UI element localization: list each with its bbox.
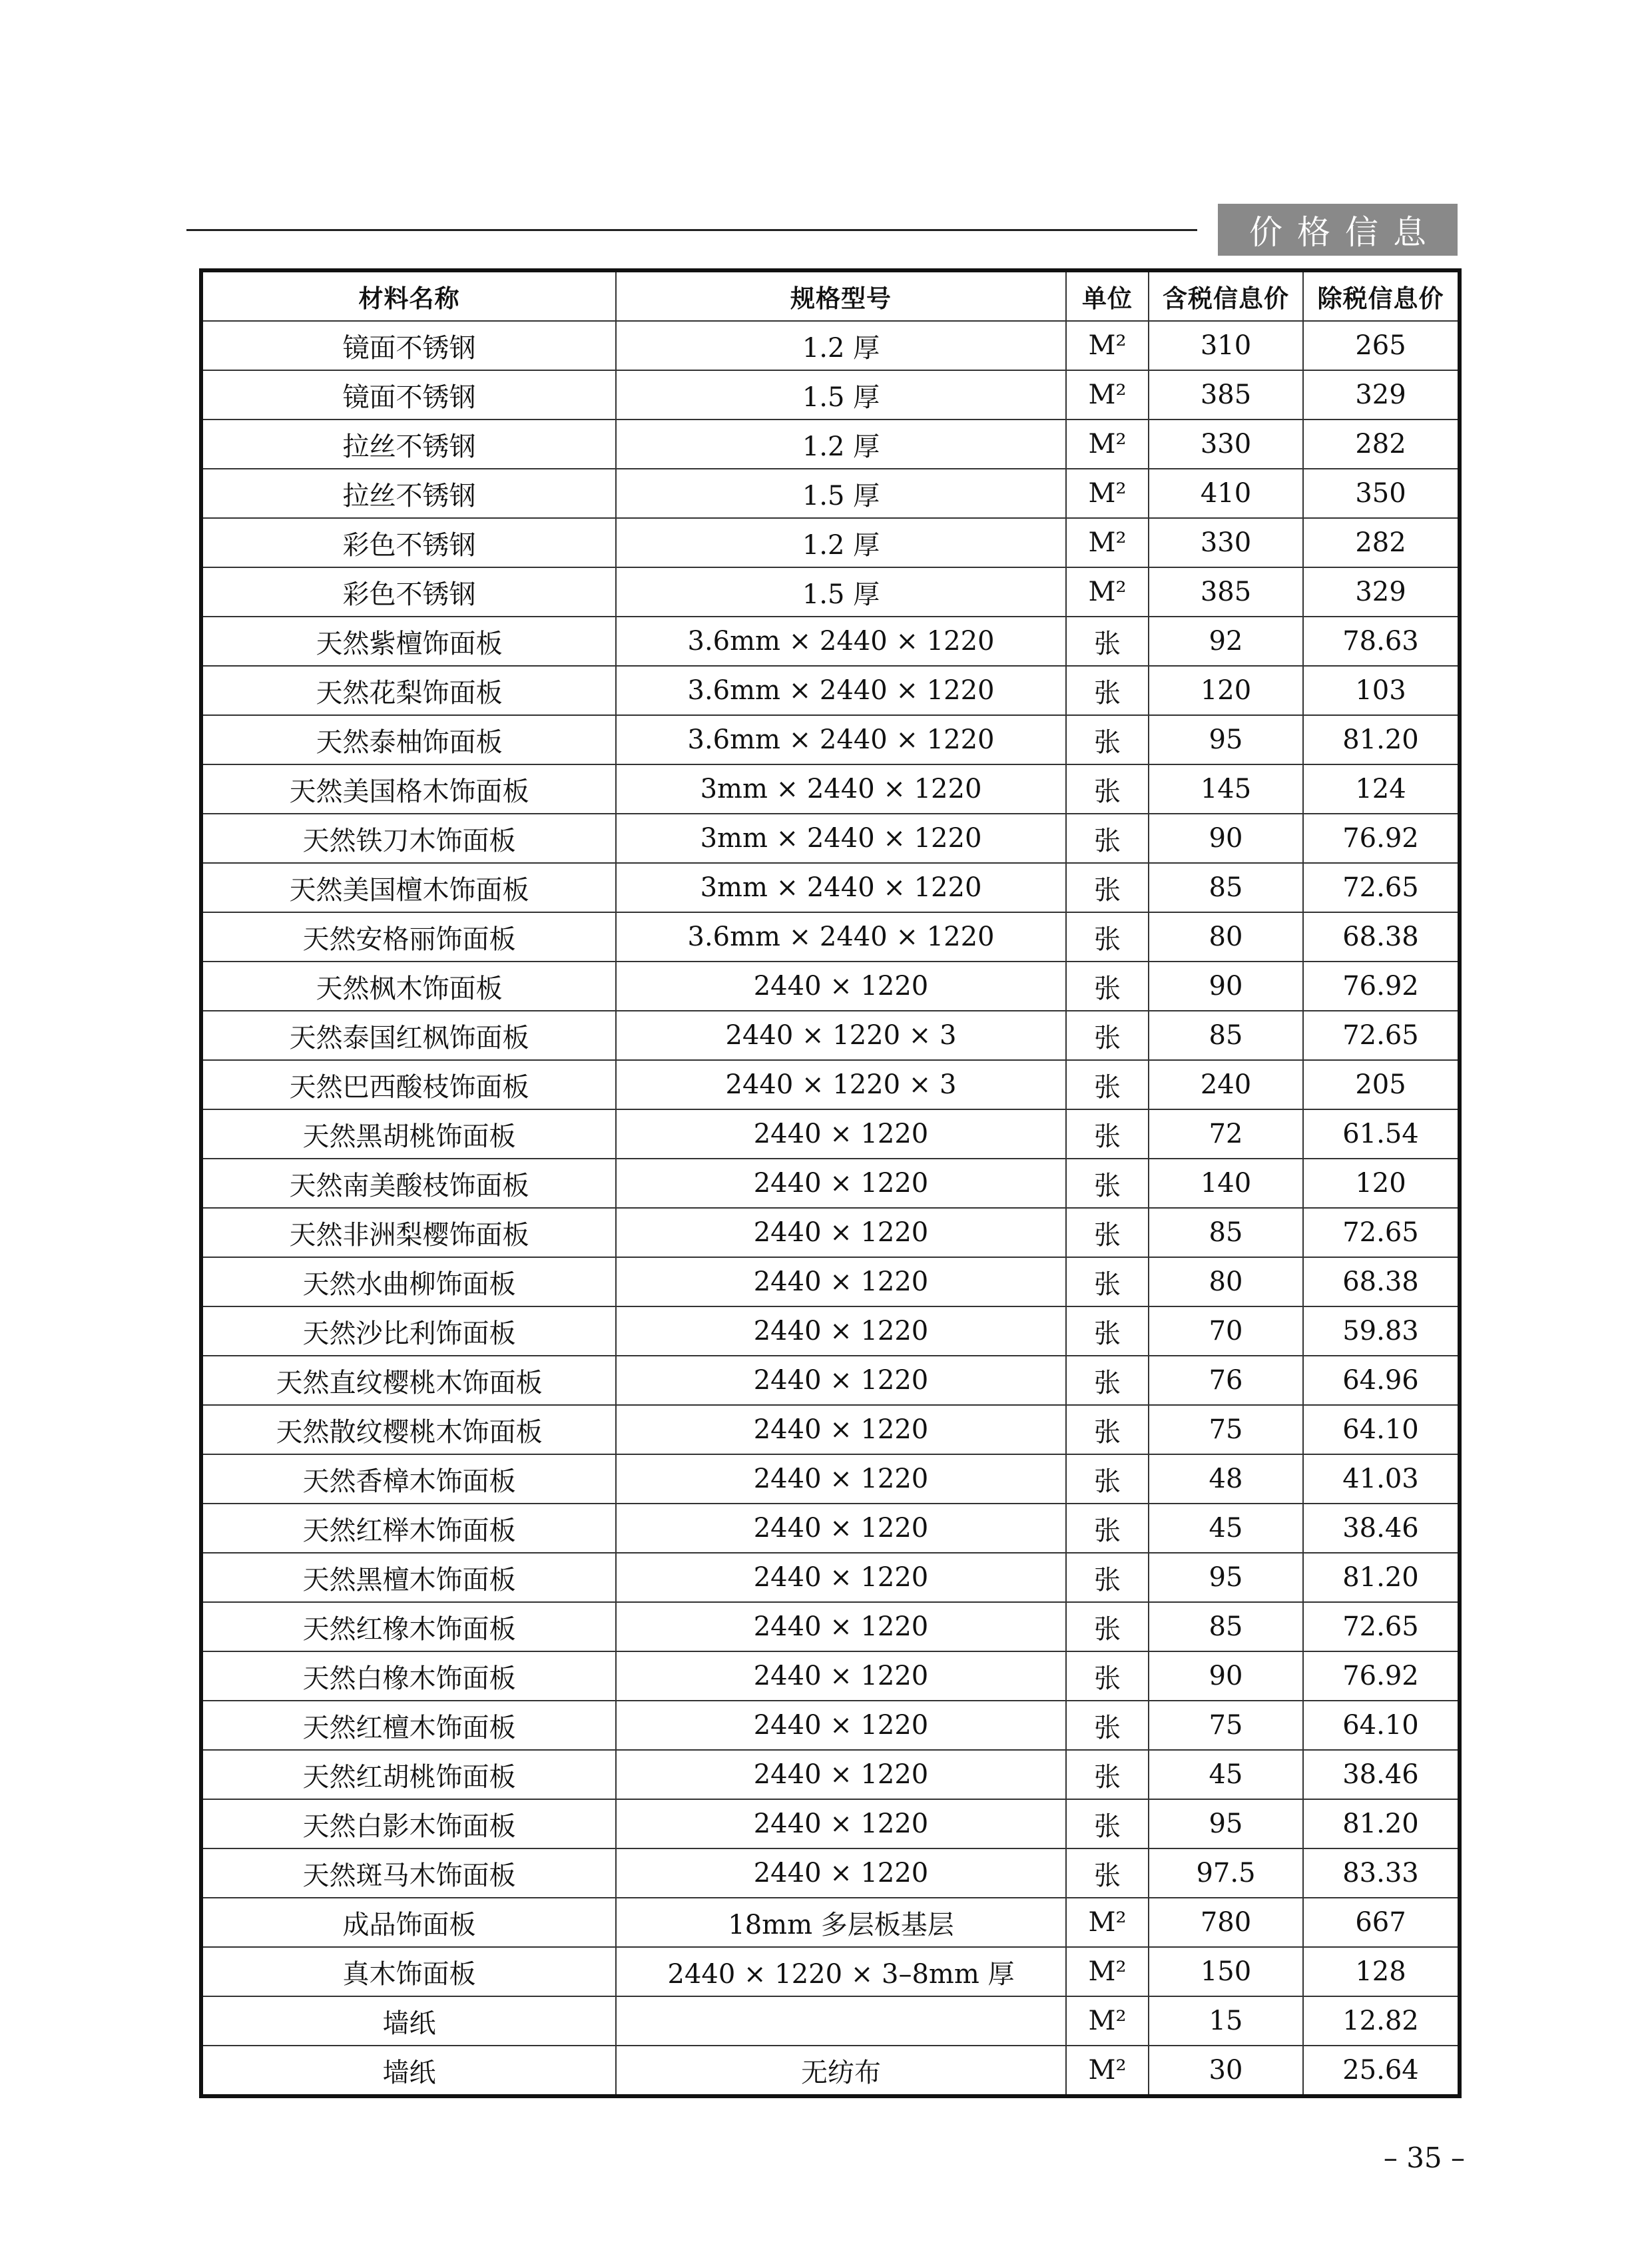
cell-price-tax-excl: 350 <box>1303 469 1460 518</box>
cell-price-tax-excl: 282 <box>1303 420 1460 469</box>
cell-spec: 2440 × 1220 <box>616 1602 1066 1651</box>
table-row <box>201 814 1460 863</box>
table-row <box>201 1553 1460 1602</box>
cell-spec: 2440 × 1220 <box>616 1454 1066 1504</box>
table-row <box>201 370 1460 420</box>
table-row <box>201 863 1460 912</box>
table-row <box>201 764 1460 814</box>
cell-spec: 2440 × 1220 <box>616 1651 1066 1701</box>
cell-price-tax-excl: 81.20 <box>1303 1799 1460 1848</box>
cell-material: 天然枫木饰面板 <box>201 962 616 1011</box>
cell-unit: 张 <box>1066 1750 1149 1799</box>
cell-material: 天然花梨饰面板 <box>201 666 616 715</box>
price-table <box>199 268 1462 2098</box>
column-header-price-tax-excl: 除税信息价 <box>1303 270 1460 321</box>
cell-price-tax-incl: 75 <box>1149 1701 1303 1750</box>
cell-material: 天然黑檀木饰面板 <box>201 1553 616 1602</box>
cell-price-tax-excl: 68.38 <box>1303 912 1460 962</box>
table-row <box>201 1257 1460 1306</box>
cell-material: 天然直纹樱桃木饰面板 <box>201 1356 616 1405</box>
cell-price-tax-incl: 85 <box>1149 1011 1303 1060</box>
cell-unit: 张 <box>1066 1257 1149 1306</box>
cell-price-tax-incl: 80 <box>1149 912 1303 962</box>
cell-material: 天然香樟木饰面板 <box>201 1454 616 1504</box>
cell-material: 墙纸 <box>201 1996 616 2046</box>
cell-price-tax-incl: 97.5 <box>1149 1848 1303 1898</box>
cell-price-tax-incl: 95 <box>1149 1553 1303 1602</box>
cell-spec: 1.5 厚 <box>616 370 1066 420</box>
cell-spec: 2440 × 1220 <box>616 1208 1066 1257</box>
table-row <box>201 1799 1460 1848</box>
cell-price-tax-incl: 48 <box>1149 1454 1303 1504</box>
cell-price-tax-incl: 90 <box>1149 814 1303 863</box>
cell-spec: 无纺布 <box>616 2046 1066 2096</box>
cell-spec: 2440 × 1220 × 3–8mm 厚 <box>616 1947 1066 1996</box>
cell-price-tax-excl: 76.92 <box>1303 962 1460 1011</box>
cell-price-tax-incl: 150 <box>1149 1947 1303 1996</box>
cell-unit: M² <box>1066 469 1149 518</box>
cell-spec: 2440 × 1220 <box>616 1750 1066 1799</box>
cell-spec: 3mm × 2440 × 1220 <box>616 814 1066 863</box>
cell-material: 真木饰面板 <box>201 1947 616 1996</box>
cell-price-tax-excl: 205 <box>1303 1060 1460 1109</box>
cell-spec: 1.5 厚 <box>616 469 1066 518</box>
cell-price-tax-excl: 61.54 <box>1303 1109 1460 1159</box>
cell-unit: 张 <box>1066 1109 1149 1159</box>
cell-price-tax-incl: 90 <box>1149 1651 1303 1701</box>
cell-material: 彩色不锈钢 <box>201 567 616 617</box>
cell-price-tax-incl: 45 <box>1149 1504 1303 1553</box>
table-row <box>201 1454 1460 1504</box>
table-row <box>201 1701 1460 1750</box>
cell-unit: M² <box>1066 518 1149 567</box>
cell-spec: 1.5 厚 <box>616 567 1066 617</box>
cell-unit: 张 <box>1066 912 1149 962</box>
cell-unit: 张 <box>1066 1356 1149 1405</box>
table-row <box>201 1208 1460 1257</box>
cell-price-tax-excl: 81.20 <box>1303 715 1460 764</box>
column-header-material: 材料名称 <box>201 270 616 321</box>
cell-material: 天然沙比利饰面板 <box>201 1306 616 1356</box>
cell-spec: 2440 × 1220 × 3 <box>616 1060 1066 1109</box>
cell-price-tax-incl: 140 <box>1149 1159 1303 1208</box>
cell-unit: 张 <box>1066 666 1149 715</box>
cell-spec: 2440 × 1220 <box>616 1159 1066 1208</box>
cell-price-tax-excl: 59.83 <box>1303 1306 1460 1356</box>
table-row <box>201 715 1460 764</box>
column-header-price-tax-incl: 含税信息价 <box>1149 270 1303 321</box>
cell-price-tax-excl: 64.10 <box>1303 1701 1460 1750</box>
cell-spec <box>616 1996 1066 2046</box>
cell-material: 墙纸 <box>201 2046 616 2096</box>
table-row <box>201 1750 1460 1799</box>
cell-price-tax-incl: 75 <box>1149 1405 1303 1454</box>
cell-material: 天然非洲梨樱饰面板 <box>201 1208 616 1257</box>
cell-spec: 2440 × 1220 <box>616 1848 1066 1898</box>
table-row <box>201 1405 1460 1454</box>
table-row <box>201 321 1460 370</box>
cell-price-tax-incl: 76 <box>1149 1356 1303 1405</box>
cell-price-tax-incl: 310 <box>1149 321 1303 370</box>
cell-spec: 3mm × 2440 × 1220 <box>616 863 1066 912</box>
cell-price-tax-excl: 124 <box>1303 764 1460 814</box>
cell-price-tax-incl: 410 <box>1149 469 1303 518</box>
cell-material: 拉丝不锈钢 <box>201 420 616 469</box>
cell-spec: 18mm 多层板基层 <box>616 1898 1066 1947</box>
cell-price-tax-excl: 64.10 <box>1303 1405 1460 1454</box>
cell-material: 成品饰面板 <box>201 1898 616 1947</box>
table-row <box>201 1996 1460 2046</box>
table-row <box>201 1651 1460 1701</box>
cell-price-tax-excl: 120 <box>1303 1159 1460 1208</box>
column-header-unit: 单位 <box>1066 270 1149 321</box>
cell-unit: 张 <box>1066 1306 1149 1356</box>
table-row <box>201 1602 1460 1651</box>
cell-spec: 3mm × 2440 × 1220 <box>616 764 1066 814</box>
cell-unit: 张 <box>1066 1701 1149 1750</box>
cell-price-tax-excl: 12.82 <box>1303 1996 1460 2046</box>
cell-price-tax-incl: 85 <box>1149 1208 1303 1257</box>
table-row <box>201 2046 1460 2096</box>
cell-price-tax-excl: 329 <box>1303 370 1460 420</box>
table-row <box>201 1947 1460 1996</box>
cell-price-tax-excl: 103 <box>1303 666 1460 715</box>
cell-price-tax-incl: 72 <box>1149 1109 1303 1159</box>
cell-unit: M² <box>1066 370 1149 420</box>
table-row <box>201 1159 1460 1208</box>
table-row <box>201 567 1460 617</box>
cell-unit: 张 <box>1066 814 1149 863</box>
cell-unit: 张 <box>1066 617 1149 666</box>
cell-price-tax-excl: 265 <box>1303 321 1460 370</box>
cell-price-tax-incl: 120 <box>1149 666 1303 715</box>
page-number: – 35 – <box>1383 2141 1465 2174</box>
cell-price-tax-excl: 76.92 <box>1303 1651 1460 1701</box>
cell-price-tax-incl: 85 <box>1149 1602 1303 1651</box>
cell-price-tax-incl: 330 <box>1149 420 1303 469</box>
cell-unit: 张 <box>1066 1848 1149 1898</box>
cell-material: 天然红榉木饰面板 <box>201 1504 616 1553</box>
table-header-row <box>201 270 1460 321</box>
cell-unit: 张 <box>1066 1011 1149 1060</box>
cell-price-tax-incl: 92 <box>1149 617 1303 666</box>
table-row <box>201 1011 1460 1060</box>
table-row <box>201 617 1460 666</box>
cell-spec: 2440 × 1220 <box>616 1504 1066 1553</box>
cell-price-tax-excl: 76.92 <box>1303 814 1460 863</box>
cell-unit: 张 <box>1066 715 1149 764</box>
cell-price-tax-incl: 15 <box>1149 1996 1303 2046</box>
table-row <box>201 962 1460 1011</box>
cell-material: 天然巴西酸枝饰面板 <box>201 1060 616 1109</box>
cell-spec: 2440 × 1220 <box>616 1306 1066 1356</box>
cell-price-tax-excl: 83.33 <box>1303 1848 1460 1898</box>
cell-unit: M² <box>1066 420 1149 469</box>
cell-unit: 张 <box>1066 1553 1149 1602</box>
cell-unit: 张 <box>1066 1454 1149 1504</box>
cell-price-tax-incl: 95 <box>1149 715 1303 764</box>
cell-spec: 2440 × 1220 <box>616 1799 1066 1848</box>
cell-spec: 3.6mm × 2440 × 1220 <box>616 666 1066 715</box>
cell-price-tax-incl: 30 <box>1149 2046 1303 2096</box>
cell-price-tax-incl: 240 <box>1149 1060 1303 1109</box>
cell-material: 天然美国檀木饰面板 <box>201 863 616 912</box>
table-row <box>201 1504 1460 1553</box>
cell-price-tax-excl: 41.03 <box>1303 1454 1460 1504</box>
cell-spec: 3.6mm × 2440 × 1220 <box>616 715 1066 764</box>
cell-material: 天然白影木饰面板 <box>201 1799 616 1848</box>
cell-spec: 2440 × 1220 <box>616 1257 1066 1306</box>
cell-spec: 2440 × 1220 <box>616 1405 1066 1454</box>
cell-spec: 2440 × 1220 <box>616 1553 1066 1602</box>
cell-unit: 张 <box>1066 1799 1149 1848</box>
cell-spec: 3.6mm × 2440 × 1220 <box>616 912 1066 962</box>
cell-price-tax-excl: 128 <box>1303 1947 1460 1996</box>
table-row <box>201 666 1460 715</box>
cell-unit: M² <box>1066 1947 1149 1996</box>
cell-price-tax-incl: 385 <box>1149 567 1303 617</box>
cell-material: 镜面不锈钢 <box>201 370 616 420</box>
cell-unit: 张 <box>1066 1504 1149 1553</box>
cell-unit: M² <box>1066 321 1149 370</box>
cell-price-tax-excl: 329 <box>1303 567 1460 617</box>
cell-price-tax-incl: 90 <box>1149 962 1303 1011</box>
cell-material: 天然红胡桃饰面板 <box>201 1750 616 1799</box>
cell-material: 天然泰柚饰面板 <box>201 715 616 764</box>
cell-material: 天然白橡木饰面板 <box>201 1651 616 1701</box>
table-row <box>201 1060 1460 1109</box>
cell-price-tax-incl: 330 <box>1149 518 1303 567</box>
cell-unit: 张 <box>1066 1602 1149 1651</box>
section-title: 价格信息 <box>1218 204 1458 256</box>
table-body <box>201 321 1460 2096</box>
cell-price-tax-incl: 80 <box>1149 1257 1303 1306</box>
cell-spec: 1.2 厚 <box>616 518 1066 567</box>
cell-unit: 张 <box>1066 962 1149 1011</box>
cell-unit: 张 <box>1066 1208 1149 1257</box>
cell-unit: M² <box>1066 567 1149 617</box>
table-row <box>201 1898 1460 1947</box>
cell-spec: 1.2 厚 <box>616 321 1066 370</box>
cell-price-tax-excl: 667 <box>1303 1898 1460 1947</box>
table-row <box>201 420 1460 469</box>
cell-price-tax-excl: 282 <box>1303 518 1460 567</box>
table-row <box>201 1848 1460 1898</box>
cell-spec: 3.6mm × 2440 × 1220 <box>616 617 1066 666</box>
cell-spec: 2440 × 1220 <box>616 1109 1066 1159</box>
cell-price-tax-incl: 780 <box>1149 1898 1303 1947</box>
cell-unit: 张 <box>1066 863 1149 912</box>
cell-price-tax-excl: 68.38 <box>1303 1257 1460 1306</box>
table-row <box>201 469 1460 518</box>
cell-price-tax-excl: 72.65 <box>1303 1602 1460 1651</box>
cell-price-tax-excl: 78.63 <box>1303 617 1460 666</box>
cell-material: 天然散纹樱桃木饰面板 <box>201 1405 616 1454</box>
cell-material: 天然泰国红枫饰面板 <box>201 1011 616 1060</box>
cell-material: 天然南美酸枝饰面板 <box>201 1159 616 1208</box>
cell-unit: 张 <box>1066 1159 1149 1208</box>
cell-price-tax-excl: 72.65 <box>1303 863 1460 912</box>
cell-material: 天然安格丽饰面板 <box>201 912 616 962</box>
cell-material: 拉丝不锈钢 <box>201 469 616 518</box>
cell-price-tax-excl: 72.65 <box>1303 1208 1460 1257</box>
cell-material: 天然水曲柳饰面板 <box>201 1257 616 1306</box>
column-header-spec: 规格型号 <box>616 270 1066 321</box>
cell-spec: 2440 × 1220 <box>616 1701 1066 1750</box>
cell-price-tax-incl: 145 <box>1149 764 1303 814</box>
cell-price-tax-incl: 85 <box>1149 863 1303 912</box>
cell-material: 天然红檀木饰面板 <box>201 1701 616 1750</box>
cell-material: 天然斑马木饰面板 <box>201 1848 616 1898</box>
cell-unit: M² <box>1066 1898 1149 1947</box>
table-row <box>201 518 1460 567</box>
cell-price-tax-excl: 25.64 <box>1303 2046 1460 2096</box>
cell-price-tax-excl: 64.96 <box>1303 1356 1460 1405</box>
cell-unit: 张 <box>1066 764 1149 814</box>
cell-price-tax-incl: 70 <box>1149 1306 1303 1356</box>
cell-material: 天然铁刀木饰面板 <box>201 814 616 863</box>
cell-price-tax-incl: 95 <box>1149 1799 1303 1848</box>
cell-material: 天然紫檀饰面板 <box>201 617 616 666</box>
cell-spec: 2440 × 1220 <box>616 1356 1066 1405</box>
cell-unit: 张 <box>1066 1060 1149 1109</box>
cell-unit: M² <box>1066 2046 1149 2096</box>
table-row <box>201 1356 1460 1405</box>
table-row <box>201 1306 1460 1356</box>
cell-unit: 张 <box>1066 1405 1149 1454</box>
table-row <box>201 912 1460 962</box>
cell-price-tax-excl: 38.46 <box>1303 1504 1460 1553</box>
cell-material: 镜面不锈钢 <box>201 321 616 370</box>
cell-material: 天然黑胡桃饰面板 <box>201 1109 616 1159</box>
header-rule <box>186 229 1197 231</box>
cell-spec: 2440 × 1220 <box>616 962 1066 1011</box>
cell-material: 天然红橡木饰面板 <box>201 1602 616 1651</box>
cell-price-tax-excl: 38.46 <box>1303 1750 1460 1799</box>
cell-spec: 2440 × 1220 × 3 <box>616 1011 1066 1060</box>
table-row <box>201 1109 1460 1159</box>
cell-unit: 张 <box>1066 1651 1149 1701</box>
cell-unit: M² <box>1066 1996 1149 2046</box>
cell-price-tax-excl: 72.65 <box>1303 1011 1460 1060</box>
cell-spec: 1.2 厚 <box>616 420 1066 469</box>
cell-price-tax-incl: 385 <box>1149 370 1303 420</box>
cell-material: 天然美国格木饰面板 <box>201 764 616 814</box>
cell-price-tax-incl: 45 <box>1149 1750 1303 1799</box>
cell-price-tax-excl: 81.20 <box>1303 1553 1460 1602</box>
cell-material: 彩色不锈钢 <box>201 518 616 567</box>
